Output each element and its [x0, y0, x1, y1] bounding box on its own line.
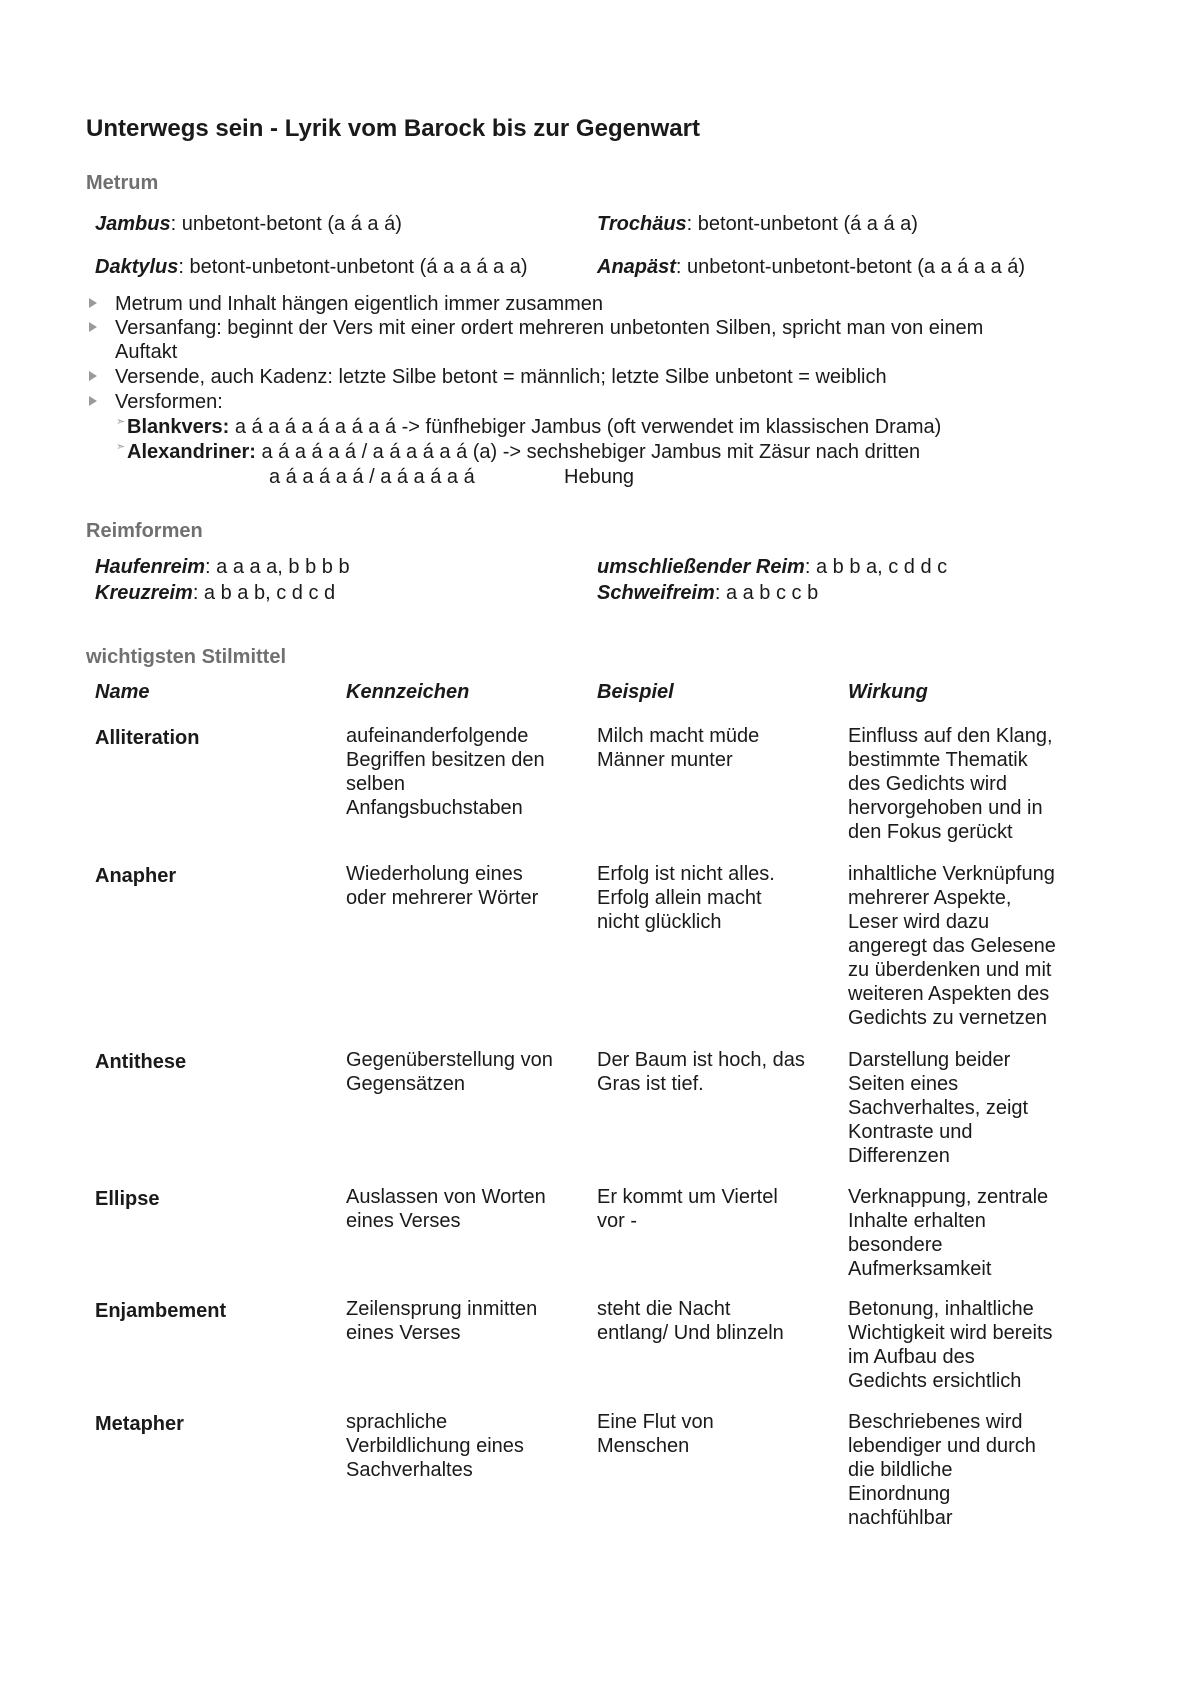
blankvers-term: Blankvers: [127, 416, 230, 438]
table-row-kennzeichen: Wiederholung eines oder mehrerer Wörter [346, 863, 539, 909]
umschliessender-reim-definition [597, 555, 947, 579]
anapaest-term: Anapäst [597, 256, 676, 278]
alexandriner-line [127, 440, 920, 464]
table-row-wirkung: Darstellung beider Seiten eines Sachverhaltes, zeigt Kontraste und Differenzen [848, 1049, 1029, 1167]
alexandriner-scheme: a á a á a á / a á a á a á [269, 466, 475, 488]
bullet-arrow-icon [89, 396, 97, 406]
alexandriner-hebung: Hebung [564, 466, 635, 488]
table-row-beispiel: Er kommt um Viertel vor - [597, 1186, 778, 1232]
bullet-arrow-icon [89, 298, 97, 308]
umschliessender-reim-term: umschließender Reim [597, 556, 805, 578]
bullet-arrow-icon [89, 322, 97, 332]
table-row-wirkung: Betonung, inhaltliche Wichtigkeit wird bereits im Aufbau des Gedichts ersichtlich [848, 1298, 1053, 1392]
trochaeus-definition [597, 212, 918, 236]
metrum-heading: Metrum [86, 172, 159, 194]
metrum-bullet: Versende, auch Kadenz: letzte Silbe betont = männlich; letzte Silbe unbetont = weiblich [115, 366, 887, 388]
metrum-bullet-continuation: Auftakt [115, 341, 178, 363]
trochaeus-desc: : betont-unbetont (á a á a) [686, 213, 918, 235]
kreuzreim-definition [95, 581, 335, 605]
schweifreim-term: Schweifreim [597, 582, 715, 604]
blankvers-line [127, 415, 941, 439]
table-row-beispiel: Erfolg ist nicht alles. Erfolg allein macht nicht glücklich [597, 863, 775, 933]
table-row-kennzeichen: Auslassen von Worten eines Verses [346, 1186, 546, 1232]
table-row-name: Antithese [95, 1051, 187, 1073]
table-header-kennzeichen: Kennzeichen [346, 681, 470, 703]
alexandriner-term: Alexandriner: [127, 441, 256, 463]
bullet-arrow-icon [89, 371, 97, 381]
table-row-kennzeichen: aufeinanderfolgende Begriffen besitzen den selben Anfangsbuchstaben [346, 725, 545, 819]
daktylus-definition [95, 255, 528, 279]
jambus-term: Jambus [95, 213, 171, 235]
daktylus-desc: : betont-unbetont-unbetont (á a a á a a) [178, 256, 528, 278]
trochaeus-term: Trochäus [597, 213, 687, 235]
page-title: Unterwegs sein - Lyrik vom Barock bis zur Gegenwart [86, 115, 700, 142]
schweifreim-definition [597, 581, 818, 605]
table-row-kennzeichen: sprachliche Verbildlichung eines Sachverhaltes [346, 1411, 524, 1481]
sub-bullet-arrow-icon: ➣ [116, 416, 126, 428]
anapaest-definition [597, 255, 1025, 279]
table-row-wirkung: inhaltliche Verknüpfung mehrerer Aspekte, Leser wird dazu angeregt das Gelesene zu überdenken und mit weiteren Aspekten des Gedichts zu vernetzen [848, 863, 1056, 1029]
table-row-name: Enjambement [95, 1300, 227, 1322]
table-row-name: Metapher [95, 1413, 184, 1435]
umschliessender-reim-desc: : a b b a, c d d c [804, 556, 948, 578]
table-row-kennzeichen: Zeilensprung inmitten eines Verses [346, 1298, 538, 1344]
haufenreim-desc: : a a a a, b b b b [205, 556, 350, 578]
jambus-definition [95, 212, 402, 236]
metrum-bullet: Metrum und Inhalt hängen eigentlich immer zusammen [115, 293, 604, 315]
table-row-beispiel: steht die Nacht entlang/ Und blinzeln [597, 1298, 784, 1344]
kreuzreim-desc: : a b a b, c d c d [192, 582, 336, 604]
sub-bullet-arrow-icon: ➣ [116, 441, 126, 453]
jambus-desc: : unbetont-betont (a á a á) [170, 213, 402, 235]
metrum-bullet: Versformen: [115, 391, 223, 413]
daktylus-term: Daktylus [95, 256, 179, 278]
table-header-name: Name [95, 681, 150, 703]
haufenreim-term: Haufenreim [95, 556, 206, 578]
table-row-name: Anapher [95, 865, 177, 887]
haufenreim-definition [95, 555, 350, 579]
table-row-wirkung: Beschriebenes wird lebendiger und durch die bildliche Einordnung nachfühlbar [848, 1411, 1036, 1529]
table-header-beispiel: Beispiel [597, 681, 674, 703]
table-row-beispiel: Eine Flut von Menschen [597, 1411, 714, 1457]
table-row-beispiel: Der Baum ist hoch, das Gras ist tief. [597, 1049, 805, 1095]
reimformen-heading: Reimformen [86, 520, 203, 542]
table-row-wirkung: Einfluss auf den Klang, bestimmte Thematik des Gedichts wird hervorgehoben und in den Fokus gerückt [848, 725, 1053, 843]
kreuzreim-term: Kreuzreim [95, 582, 193, 604]
table-header-wirkung: Wirkung [848, 681, 928, 703]
schweifreim-desc: : a a b c c b [714, 582, 819, 604]
table-row-kennzeichen: Gegenüberstellung von Gegensätzen [346, 1049, 553, 1095]
table-row-beispiel: Milch macht müde Männer munter [597, 725, 760, 771]
table-row-name: Alliteration [95, 727, 200, 749]
anapaest-desc: : unbetont-unbetont-betont (a a á a a á) [675, 256, 1026, 278]
metrum-bullet: Versanfang: beginnt der Vers mit einer ordert mehreren unbetonten Silben, spricht man von einem [115, 317, 984, 339]
table-row-wirkung: Verknappung, zentrale Inhalte erhalten besondere Aufmerksamkeit [848, 1186, 1049, 1280]
blankvers-desc: a á a á a á a á a á -> fünfhebiger Jambus (oft verwendet im klassischen Drama) [229, 416, 942, 438]
table-row-name: Ellipse [95, 1188, 160, 1210]
alexandriner-desc: a á a á a á / a á a á a á (a) -> sechshebiger Jambus mit Zäsur nach dritten [255, 441, 921, 463]
stilmittel-heading: wichtigsten Stilmittel [86, 646, 287, 668]
